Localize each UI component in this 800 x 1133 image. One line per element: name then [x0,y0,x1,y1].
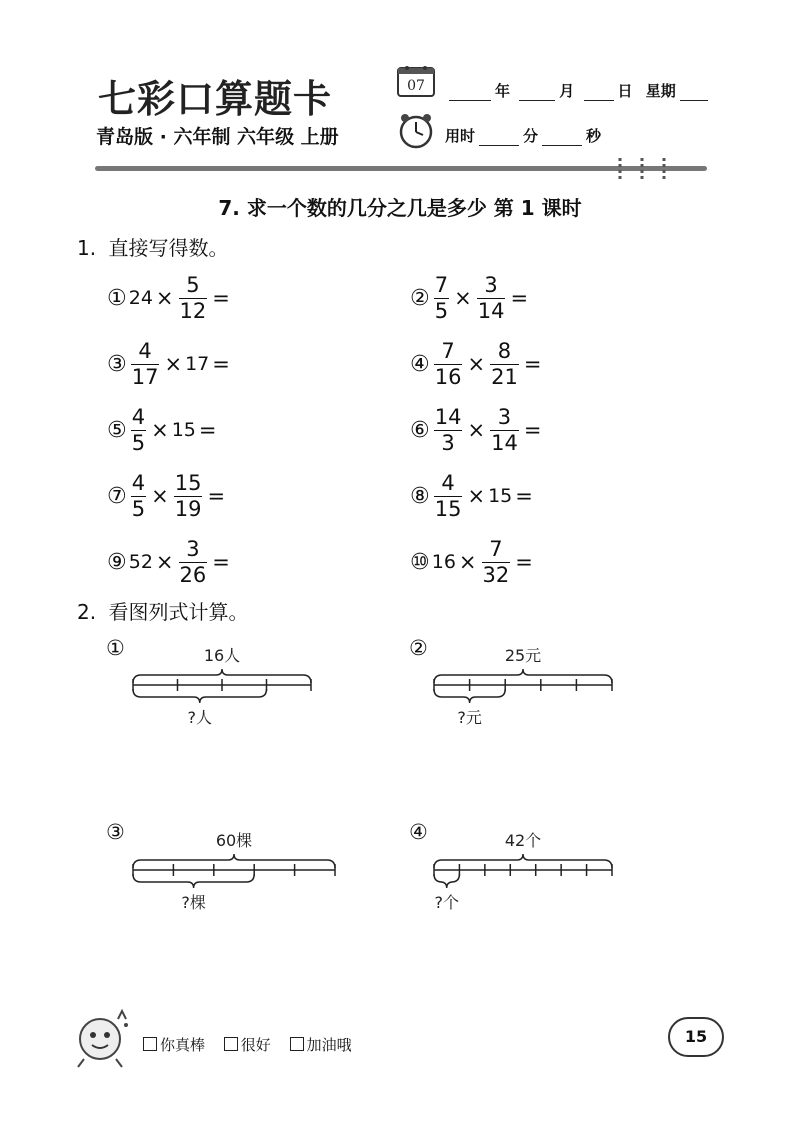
diagram-label: ③ [106,820,125,844]
total-label: 16人 [203,646,241,665]
total-label: 42个 [504,831,542,850]
fraction [490,338,519,389]
segment-diagram-2 [424,640,622,735]
times-sign: × [467,418,486,442]
part-label: ?人 [187,708,212,727]
checkbox-icon [224,1037,238,1051]
fraction-denominator: 5 [131,430,146,455]
operand-number: 16 [431,551,456,573]
date-fields [445,80,712,101]
equals-sign: = [207,484,226,508]
minutes-label: 分 [523,127,539,145]
diagram-label: ② [409,636,428,660]
problem-5 [107,404,220,456]
fraction-denominator: 19 [174,496,202,521]
rating-keep-going[interactable]: 加油哦 [290,1036,352,1054]
fraction-numerator: 7 [489,536,503,561]
times-sign: × [467,352,486,376]
segment-diagram-1 [123,640,321,735]
fraction-denominator: 26 [179,562,207,587]
problem-label: ⑦ [107,483,127,509]
problem-label: ③ [107,351,127,377]
fraction [179,536,208,587]
fraction [131,470,146,521]
section2-number: 2. [77,600,97,624]
fraction-denominator: 5 [131,496,146,521]
equals-sign: = [212,352,230,376]
part-brace [133,874,254,888]
fraction-denominator: 17 [131,364,159,389]
part-brace [434,689,505,703]
diagram-label: ④ [409,820,428,844]
problem-label: ⑤ [107,417,127,443]
part-label: ?元 [457,708,482,727]
equals-sign: = [523,352,542,376]
section2-heading [77,596,248,625]
part-brace [133,689,267,703]
problem-10 [410,536,536,588]
logo-text: 七彩口算题卡 [98,76,333,121]
fraction [174,470,203,521]
problem-label: ⑩ [410,549,430,575]
section1-heading [77,232,228,261]
binder-rings-icon [612,158,672,182]
fraction-numerator: 7 [441,338,455,363]
month-blank[interactable] [519,86,555,101]
calendar-day: 07 [407,78,425,94]
problem-6 [410,404,544,456]
part-brace [434,874,459,888]
day-blank[interactable] [584,86,614,101]
section1-title: 直接写得数。 [108,236,229,260]
section2-title: 看图列式计算。 [108,600,249,624]
page-number: 15 [668,1017,724,1057]
lesson-title: 7. 求一个数的几分之几是多少 第 1 课时 [218,196,582,220]
seconds-blank[interactable] [542,131,582,146]
year-blank[interactable] [449,86,491,101]
checkbox-icon [290,1037,304,1051]
part-label: ?个 [434,893,459,912]
problem-label: ⑥ [410,417,430,443]
fraction [490,404,519,455]
total-brace [133,854,335,868]
fraction-denominator: 5 [434,298,449,323]
fraction-denominator: 14 [477,298,505,323]
logo-title [98,68,332,123]
fraction-denominator: 21 [491,364,518,389]
fraction [131,404,146,455]
fraction-denominator: 14 [491,430,518,455]
times-sign: × [164,352,183,376]
equals-sign: = [198,418,217,442]
equals-sign: = [212,550,230,574]
times-sign: × [151,418,169,442]
fraction-denominator: 32 [482,562,510,587]
times-sign: × [155,550,174,574]
calendar-icon [396,64,436,98]
equals-sign: = [212,286,230,310]
month-label: 月 [559,82,575,100]
time-fields [445,125,601,146]
fraction-denominator: 12 [179,298,207,323]
operand-number: 15 [171,419,196,441]
problem-label: ⑧ [410,483,430,509]
operand-number: 17 [185,353,210,375]
clock-icon [396,110,436,150]
problem-label: ① [107,285,127,311]
equals-sign: = [510,286,529,310]
fraction-denominator: 3 [441,430,455,455]
times-sign: × [458,550,477,574]
problem-8 [410,470,536,522]
checkbox-icon [143,1037,157,1051]
fraction [434,338,463,389]
total-label: 25元 [504,646,542,665]
day-label: 日 [617,82,633,100]
times-sign: × [454,286,472,310]
fraction [179,272,208,323]
year-label: 年 [495,82,511,100]
operand-number: 15 [488,485,513,507]
edition-label: 青岛版 · 六年制 六年级 上册 [96,126,339,148]
problem-4 [410,338,544,390]
rating-great[interactable]: 你真棒 [143,1036,205,1054]
fraction-numerator: 15 [174,470,202,495]
fraction-numerator: 3 [497,404,512,429]
times-sign: × [151,484,169,508]
fraction-denominator: 15 [434,496,462,521]
problem-2 [410,272,531,324]
minutes-blank[interactable] [479,131,519,146]
fraction-numerator: 4 [131,470,146,495]
fraction-numerator: 5 [186,272,200,297]
fraction-numerator: 7 [434,272,449,297]
section1-number: 1. [77,236,97,260]
times-sign: × [155,286,174,310]
total-brace [434,669,612,683]
equals-sign: = [515,550,533,574]
fraction-numerator: 4 [131,404,146,429]
fraction-numerator: 4 [441,470,455,495]
fraction [482,536,511,587]
operand-number: 24 [128,287,153,309]
fraction [477,272,506,323]
rating-good[interactable]: 很好 [224,1036,271,1054]
segment-diagram-3 [123,825,345,920]
time-used-label: 用时 [445,127,476,145]
rating-options [143,1034,352,1055]
fraction [434,470,463,521]
total-label: 60棵 [215,831,253,850]
weekday-blank[interactable] [680,86,708,101]
total-brace [434,854,612,868]
part-label: ?棵 [181,893,206,912]
problem-label: ⑨ [107,549,127,575]
seconds-label: 秒 [586,127,602,145]
problem-3 [107,338,233,390]
equals-sign: = [515,484,533,508]
fraction-numerator: 4 [138,338,152,363]
times-sign: × [467,484,486,508]
problem-1 [107,272,233,324]
fraction [434,272,449,323]
fraction-denominator: 16 [434,364,462,389]
fraction [131,338,160,389]
segment-diagram-4 [424,825,622,920]
fraction-numerator: 8 [497,338,512,363]
problem-label: ② [410,285,430,311]
diagram-label: ① [106,636,125,660]
fraction [434,404,463,455]
equals-sign: = [523,418,542,442]
operand-number: 52 [128,551,153,573]
fraction-numerator: 14 [434,404,462,429]
weekday-label: 星期 [645,82,676,100]
problem-7 [107,470,228,522]
problem-label: ④ [410,351,430,377]
mascot-icon [70,1005,138,1071]
problem-9 [107,536,233,588]
fraction-numerator: 3 [484,272,498,297]
fraction-numerator: 3 [186,536,200,561]
